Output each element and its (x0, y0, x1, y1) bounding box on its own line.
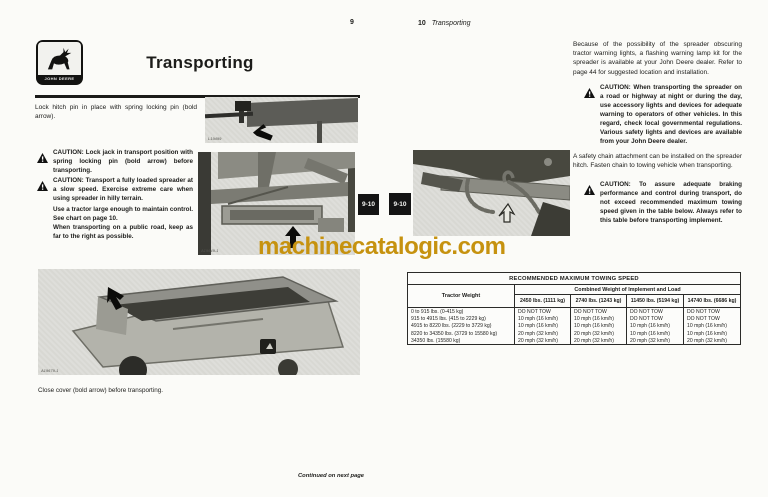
warning-icon (37, 149, 49, 176)
table-cell: 0 to 915 lbs. (0-415 kg) (411, 309, 464, 315)
table-column-header: 2450 lbs. (1111 kg) (514, 294, 570, 307)
table-cell: DO NOT TOW (630, 316, 663, 323)
intro-paragraph: Lock hitch pin in place with spring locking pin (bold arrow). (35, 104, 197, 121)
table-cell: 915 to 4915 lbs. (415 to 2229 kg) (411, 316, 486, 323)
table-cell: 10 mph (16 km/h) (574, 316, 614, 323)
photo-id-label: A19649-1 (201, 248, 219, 253)
watermark-text: machinecatalogic.com (258, 233, 506, 260)
photo-caption: Close cover (bold arrow) before transporting. (38, 387, 163, 394)
table-cell: 10 mph (16 km/h) (518, 323, 558, 330)
warning-icon (584, 84, 596, 147)
deer-icon (38, 42, 81, 75)
table-cell: 20 mph (32 km/h) (630, 337, 670, 344)
table-cell: DO NOT TOW (518, 309, 551, 315)
table-speed-column (683, 307, 740, 344)
table-cell: DO NOT TOW (630, 309, 663, 315)
paragraph-tractor-size: Use a tractor large enough to maintain control. See chart on page 10. (53, 206, 193, 222)
table-cell: 20 mph (32 km/h) (574, 337, 614, 344)
table-group-header: Combined Weight of Implement and Load (514, 284, 740, 294)
table-cell: 20 mph (32 km/h) (687, 337, 727, 344)
john-deere-brand-text: JOHN DEERE (44, 76, 75, 81)
paragraph-safety-chain: A safety chain attachment can be installed on the spreader hitch. Fasten chain to towing vehicle when transporting. (573, 153, 742, 170)
caution-text: CAUTION: When transporting the spreader on a road or highway at night or during the day, use accessory lights and devices for adequate warning to operators of other vehicles. In this regard, check local governmental regulations. Various safety lights and devices are available from your John Deere dealer. (600, 84, 742, 145)
caution-text: CAUTION: To assure adequate braking performance and control during transport, do not exceed recommended maximum towing speed given in the table below. Always refer to this table before transporting implement. (600, 181, 742, 224)
section-tab-9-10: 9-10 (358, 194, 379, 215)
warning-icon (584, 181, 596, 226)
table-speed-column (514, 307, 570, 344)
warning-icon (37, 177, 49, 204)
table-column-header: 14740 lbs. (6686 kg) (683, 294, 740, 307)
photo-safety-chain (413, 150, 570, 236)
table-speed-column (626, 307, 683, 344)
table-cell: 10 mph (16 km/h) (518, 316, 558, 323)
section-tab-9-10: 9-10 (389, 193, 411, 215)
table-cell: 10 mph (16 km/h) (630, 330, 670, 337)
table-speed-column (570, 307, 626, 344)
table-cell: 10 mph (16 km/h) (687, 330, 727, 337)
table-cell: 8220 to 34350 lbs. (3729 to 15580 kg) (411, 330, 498, 337)
caution-towing-speed (584, 181, 742, 226)
caution-transport-loaded (37, 177, 193, 204)
paragraph-public-road: When transporting on a public road, keep as far to the right as possible. (53, 224, 193, 240)
table-weight-column (408, 307, 514, 344)
table-cell: 34350 lbs. (15580 kg) (411, 337, 461, 344)
continued-footer: Continued on next page (298, 473, 365, 479)
bold-arrow (499, 204, 514, 222)
towing-speed-table (407, 272, 741, 345)
page-title: Transporting (146, 53, 254, 72)
caution-road-lights (584, 84, 742, 147)
table-cell: 10 mph (16 km/h) (630, 323, 670, 330)
photo-close-cover (38, 269, 360, 375)
table-cell: 10 mph (16 km/h) (574, 323, 614, 330)
table-cell: 20 mph (32 km/h) (518, 330, 558, 337)
table-cell: DO NOT TOW (574, 309, 607, 315)
left-page-number: 9 (350, 19, 354, 26)
photo-id-label: L19499 (208, 136, 222, 141)
table-cell: 4915 to 8220 lbs. (2229 to 3729 kg) (411, 323, 492, 330)
table-cell: 20 mph (32 km/h) (574, 330, 614, 337)
caution-text: CAUTION: Transport a fully loaded spreader at a slow speed. Exercise extreme care when using spreader in hilly terrain. (53, 177, 193, 202)
caution-lock-jack (37, 149, 193, 176)
john-deere-logo (36, 40, 83, 85)
paragraph-warning-lamp: Because of the possibility of the spreader obscuring tractor warning lights, a flashing warning lamp kit for the spreader is available at your John Deere dealer. Refer to page 44 for suggested location and installation. (573, 41, 742, 76)
table-cell: 20 mph (32 km/h) (518, 337, 558, 344)
table-title: RECOMMENDED MAXIMUM TOWING SPEED (509, 275, 639, 282)
table-column-header: 2740 lbs. (1243 kg) (570, 294, 626, 307)
table-cell: DO NOT TOW (687, 316, 720, 323)
right-page-number: 10 (418, 20, 426, 27)
right-running-header (418, 20, 471, 27)
table-row-header: Tractor Weight (408, 284, 514, 307)
photo-id-label: A19679-1 (41, 368, 59, 373)
photo-hitch-pin (205, 97, 358, 143)
caution-text: CAUTION: Lock jack in transport position with spring locking pin (bold arrow) before transporting. (53, 149, 193, 174)
table-column-header: 11450 lbs. (5194 kg) (626, 294, 683, 307)
table-cell: DO NOT TOW (687, 309, 720, 315)
table-cell: 10 mph (16 km/h) (687, 323, 727, 330)
right-running-title: Transporting (431, 20, 471, 27)
